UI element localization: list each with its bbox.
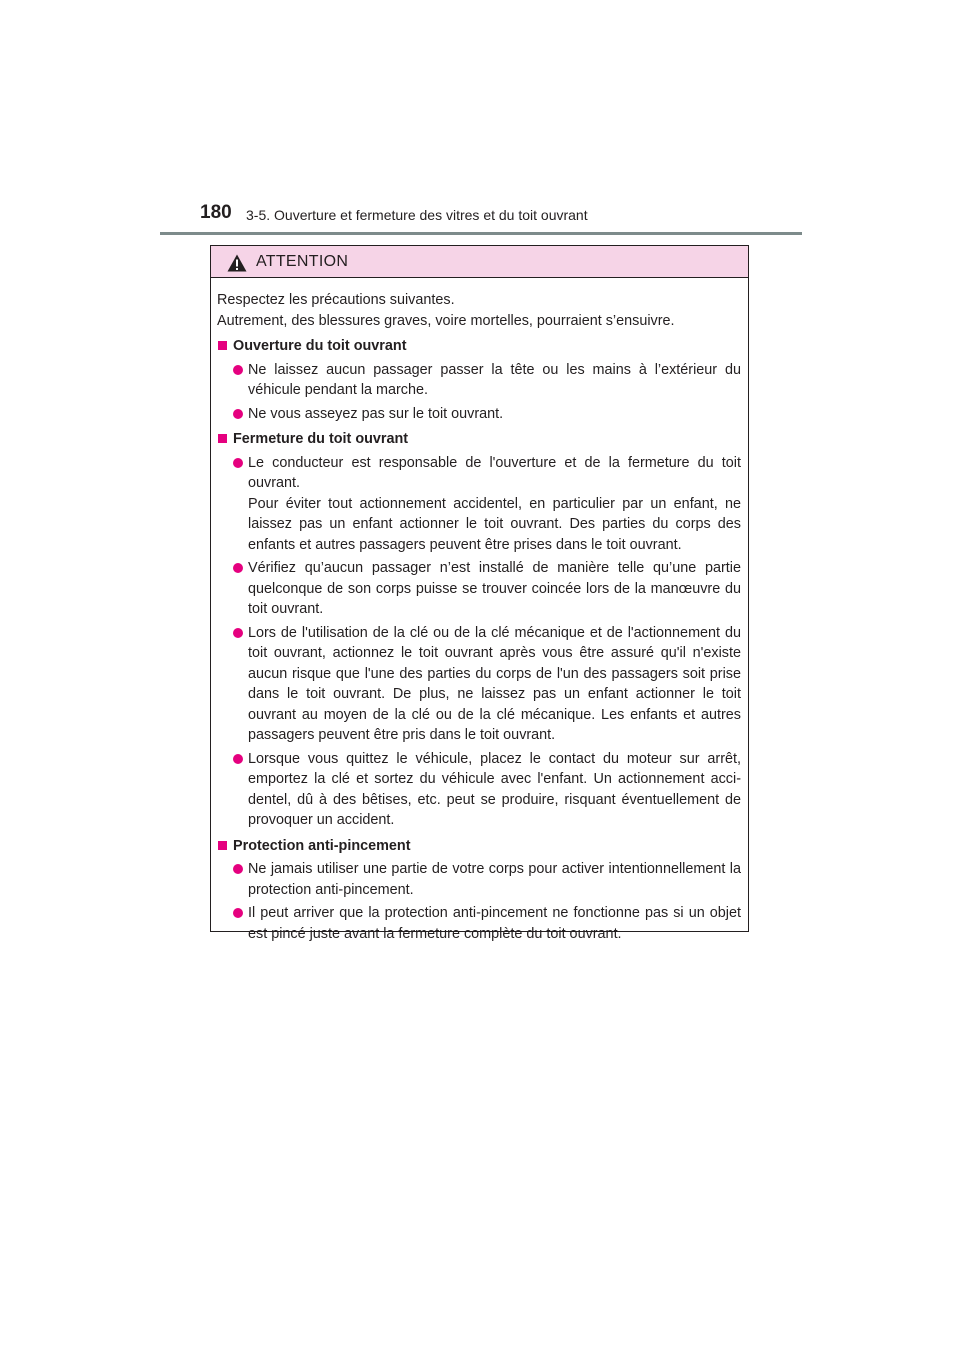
section-opening	[217, 336, 741, 424]
section-closing	[217, 429, 741, 831]
bullet-item	[217, 623, 741, 746]
bullet-text: Ne vous asseyez pas sur le toit ouvrant.	[248, 405, 504, 422]
section-title: Ouverture du toit ouvrant	[217, 336, 741, 357]
warning-box	[210, 245, 749, 942]
section-anti-pinch	[217, 836, 741, 945]
bullet-item	[217, 453, 741, 556]
warning-label: ATTENTION	[256, 253, 349, 270]
bullet-text: Ne laissez aucun passager passer la tête ou les mains à l’extérieur du véhicule pendant la marche.	[248, 361, 741, 398]
header-divider	[160, 232, 802, 235]
bullet-item	[217, 903, 741, 944]
bullet-item	[217, 404, 741, 425]
page-number: 180	[200, 202, 232, 223]
bullet-text: Ne jamais utiliser une partie de votre corps pour activer intentionnellement la protection anti-pincement.	[248, 861, 741, 898]
bullet-text: Lorsque vous quittez le véhicule, placez le contact du moteur sur arrêt, emportez la clé et sortez du véhicule avec l'enfant. Un actionnement acci-dentel, dû à des bêtises, etc. peut se produire, risquant éventuellement de provoquer un accident.	[248, 750, 741, 828]
warning-body	[211, 278, 748, 944]
section-title: Fermeture du toit ouvrant	[217, 429, 741, 450]
bullet-text: Pour éviter tout actionnement accidentel, en particulier par un enfant, ne laissez pas un enfant actionner le toit ouvrant. Des parties du corps des enfants et autres passagers peuvent être prises dans le toit ouvrant.	[248, 495, 741, 553]
bullet-item	[217, 749, 741, 831]
bullet-text: Lors de l'utilisation de la clé ou de la clé mécanique et de l'actionnement du toit ouvrant, actionnez le toit ouvrant après vous être assuré qu'il n'existe aucun risque que l'une des parties du corps de l'un des passagers soit prise dans le toit ouvrant. De plus, ne laissez pas un enfant actionner le toit ouvrant au moyen de la clé ou de la clé mécanique. Les enfants et autres passagers peuvent être pris dans le toit ouvrant.	[248, 624, 741, 743]
chapter-title: 3-5. Ouverture et fermeture des vitres et du toit ouvrant	[246, 207, 588, 223]
warning-header	[211, 246, 748, 278]
bullet-text: Le conducteur est responsable de l'ouverture et de la fermeture du toit ouvrant.	[248, 454, 741, 491]
bullet-item	[217, 360, 741, 401]
warning-intro	[217, 290, 741, 331]
section-title: Protection anti-pincement	[217, 836, 741, 857]
bullet-text: Il peut arriver que la protection anti-pincement ne fonctionne pas si un objet est pincé juste avant la fermeture complète du toit ouvrant.	[248, 905, 741, 942]
bullet-text: Vérifiez qu’aucun passager n’est installé de manière telle qu’une partie quelconque de son corps puisse se trouver coincée lors de la manœuvre du toit ouvrant.	[248, 560, 741, 617]
warning-triangle-icon	[227, 254, 247, 272]
intro-line: Respectez les précautions suivantes.	[217, 292, 455, 308]
bullet-item	[217, 558, 741, 620]
bullet-item	[217, 859, 741, 900]
intro-line: Autrement, des blessures graves, voire mortelles, pourraient s’ensuivre.	[217, 312, 675, 329]
